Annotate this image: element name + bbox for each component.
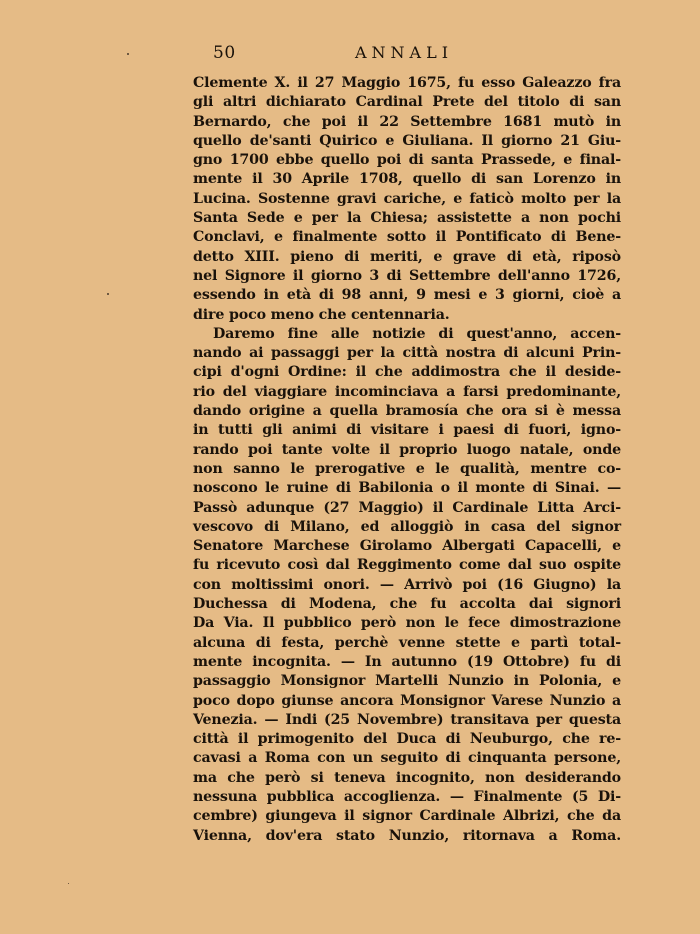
text-line: Daremo fine alle notizie di quest'anno, accen- [213,325,621,342]
text-line: cipi d'ogni Ordine: il che addimostra che il deside- [193,364,621,381]
text-line: ma che però si teneva incognito, non desiderando [193,769,621,786]
text-line: mente incognita. — In autunno (19 Ottobre) fu di [193,653,621,670]
text-line: vescovo di Milano, ed alloggiò in casa del signor [193,518,621,535]
text-line: Duchessa di Modena, che fu accolta dai signori [193,596,621,613]
paper-speck [68,883,69,884]
text-line: rando poi tante volte il proprio luogo natale, onde [193,441,621,458]
text-line: Senatore Marchese Girolamo Albergati Capacelli, e [193,538,621,555]
text-line: noscono le ruine di Babilonia o il monte di Sinai. — [193,480,621,497]
text-line: nessuna pubblica accoglienza. — Finalmente (5 Di- [193,788,621,805]
text-line: cembre) giungeva il signor Cardinale Albrizi, che da [193,808,621,825]
page-number: 50 [213,43,236,63]
text-line: Conclavi, e finalmente sotto il Pontificato di Bene- [193,229,621,246]
text-line: Vienna, dov'era stato Nunzio, ritornava a Roma. [193,827,621,844]
text-line: mente il 30 Aprile 1708, quello di san Lorenzo in [193,171,621,188]
text-line: alcuna di festa, perchè venne stette e partì total- [193,634,621,651]
text-line: rio del viaggiare incominciava a farsi predominante, [193,383,621,400]
text-line: fu ricevuto così dal Reggimento come dal suo ospite [193,557,621,574]
body-text [193,74,621,846]
text-line: non sanno le prerogative e le qualità, mentre co- [193,460,621,477]
text-line: gli altri dichiarato Cardinal Prete del titolo di san [193,94,621,111]
paper-speck [127,53,129,55]
paper-speck [107,293,109,295]
text-line: in tutti gli animi di visitare i paesi di fuori, igno- [193,422,621,439]
text-line: Da Via. Il pubblico però non le fece dimostrazione [193,615,621,632]
text-line: cavasi a Roma con un seguito di cinquanta persone, [193,750,621,767]
text-line: con moltissimi onori. — Arrivò poi (16 Giugno) la [193,576,621,593]
text-line: poco dopo giunse ancora Monsignor Varese Nunzio a [193,692,621,709]
text-line: Venezia. — Indi (25 Novembre) transitava per questa [193,711,621,728]
text-line: dire poco meno che centennaria. [193,306,450,323]
text-line: gno 1700 ebbe quello poi di santa Prassede, e final- [193,152,621,169]
text-line: passaggio Monsignor Martelli Nunzio in Polonia, e [193,673,621,690]
text-line: nel Signore il giorno 3 di Settembre dell'anno 1726, [193,267,621,284]
text-line: Santa Sede e per la Chiesa; assistette a non pochi [193,210,621,227]
text-line: Lucina. Sostenne gravi cariche, e faticò molto per la [193,190,621,207]
text-line: Passò adunque (27 Maggio) il Cardinale Litta Arci- [193,499,621,516]
text-line: nando ai passaggi per la città nostra di alcuni Prin- [193,345,621,362]
text-line: Bernardo, che poi il 22 Settembre 1681 mutò in [193,113,621,130]
page-header [0,43,700,67]
text-line: essendo in età di 98 anni, 9 mesi e 3 giorni, cioè a [193,287,621,304]
text-line: quello de'santi Quirico e Giuliana. Il giorno 21 Giu- [193,132,621,149]
text-line: detto XIII. pieno di meriti, e grave di età, riposò [193,248,621,265]
text-line: città il primogenito del Duca di Neuburgo, che re- [193,731,621,748]
running-head: ANNALI [355,43,454,62]
text-line: Clemente X. il 27 Maggio 1675, fu esso Galeazzo fra [193,75,621,91]
text-line: dando origine a quella bramosía che ora si è messa [193,403,621,420]
